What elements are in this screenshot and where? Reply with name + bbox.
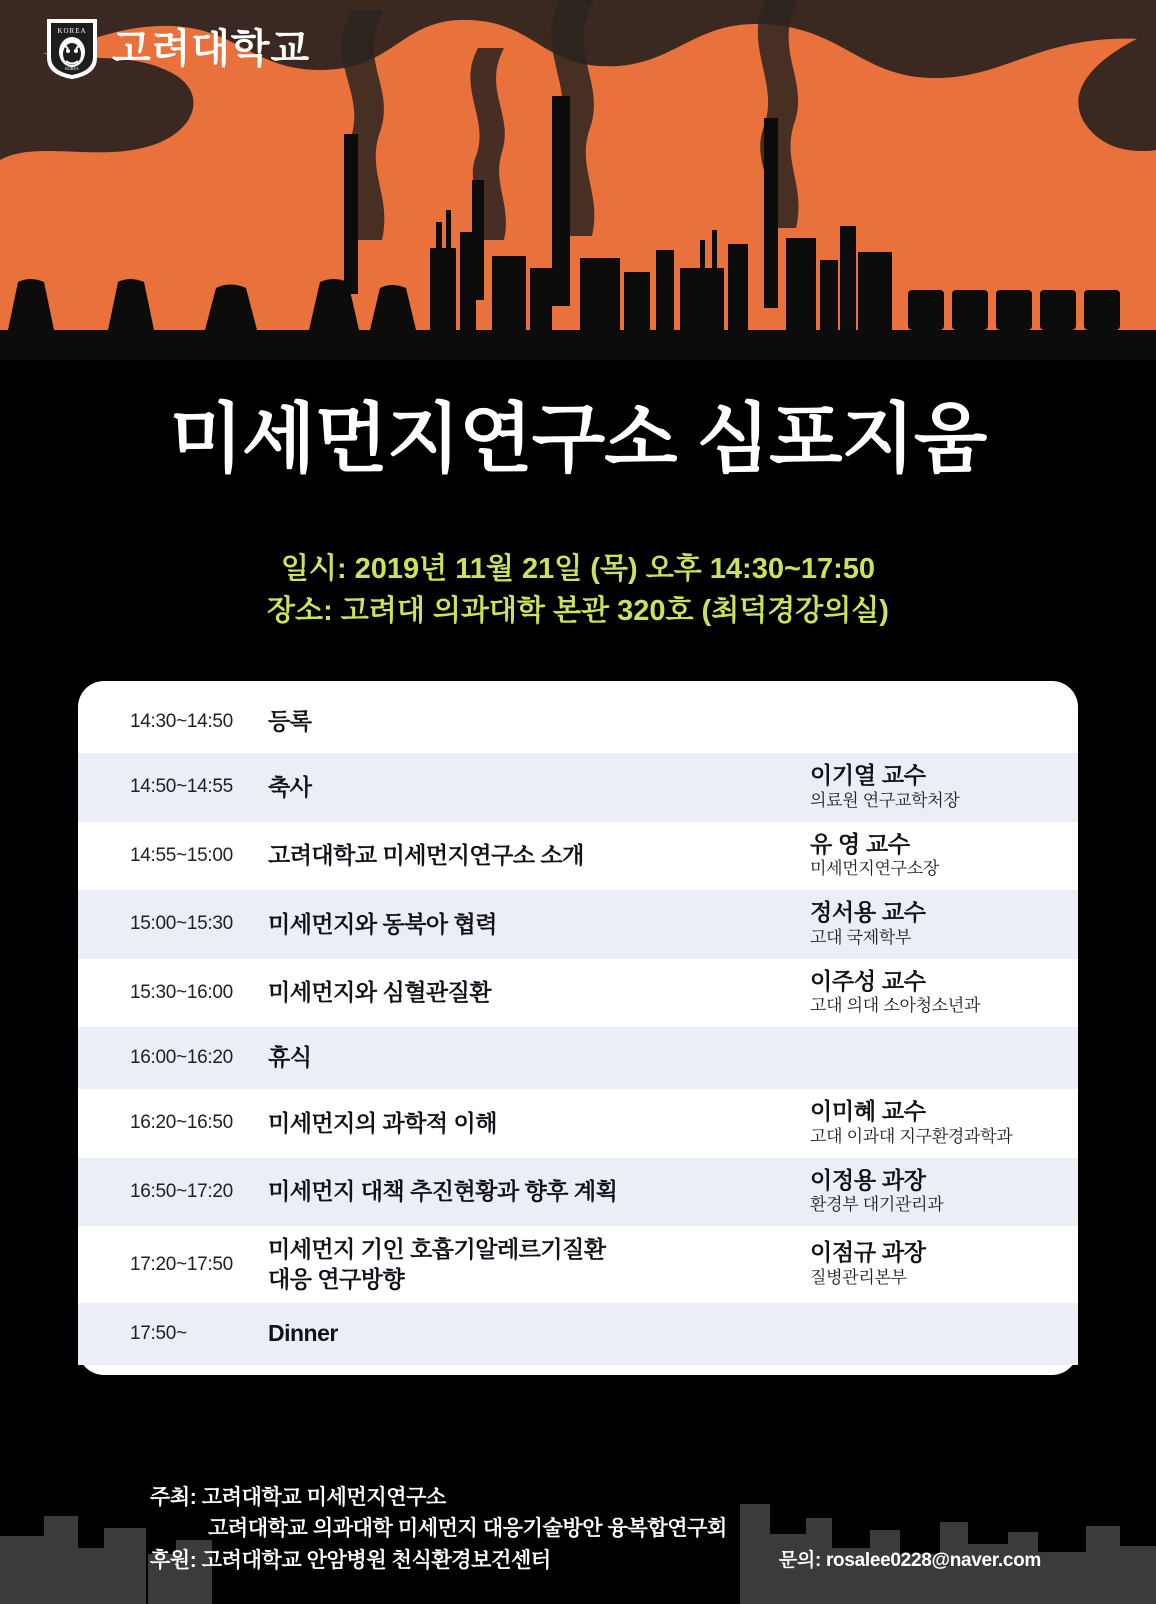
event-venue: 장소: 고려대 의과대학 본관 320호 (최덕경강의실): [267, 595, 889, 628]
svg-text:KOREA: KOREA: [57, 27, 87, 35]
schedule-topic: 등록: [268, 708, 312, 735]
speaker-name: 이기열 교수: [810, 762, 926, 788]
schedule-row: [78, 1158, 1078, 1227]
event-meta: [0, 548, 1156, 632]
schedule-row: [78, 1089, 1078, 1158]
korea-university-crest-icon: [46, 18, 98, 80]
svg-text:KOREA: KOREA: [65, 66, 79, 71]
schedule-speaker: [810, 762, 1078, 813]
schedule-time: 16:50~17:20: [130, 1180, 233, 1202]
speaker-name: 이미혜 교수: [810, 1098, 926, 1125]
schedule-topic: 미세먼지 기인 호흡기알레르기질환 대응 연구방향: [268, 1236, 606, 1292]
speaker-name: 이점규 과장: [810, 1239, 926, 1266]
schedule-time: 16:20~16:50: [130, 1112, 233, 1134]
speaker-affiliation: 환경부 대기관리과: [810, 1195, 944, 1215]
schedule-topic: Dinner: [268, 1320, 338, 1347]
speaker-name: 이주성 교수: [810, 967, 926, 994]
schedule-topic: 고려대학교 미세먼지연구소 소개: [268, 842, 584, 869]
speaker-name: 정서용 교수: [810, 899, 926, 926]
schedule-topic: 미세먼지 대책 추진현황과 향후 계획: [268, 1178, 618, 1205]
schedule-row: [78, 959, 1078, 1028]
schedule-row: [78, 753, 1078, 822]
schedule-topic: 미세먼지와 심혈관질환: [268, 979, 492, 1006]
speaker-affiliation: 미세먼지연구소장: [810, 859, 939, 879]
schedule-time: 14:30~14:50: [130, 711, 233, 732]
footer-credits: [150, 1482, 727, 1577]
university-name: 고려대학교: [112, 27, 311, 71]
contact-info: 문의: rosalee0228@naver.com: [778, 1550, 1041, 1571]
schedule-time: 14:55~15:00: [130, 844, 233, 866]
speaker-affiliation: 고대 국제학부: [810, 927, 912, 947]
host-line-1: 주최: 고려대학교 미세먼지연구소: [150, 1485, 446, 1509]
schedule-topic: 미세먼지의 과학적 이해: [268, 1109, 497, 1136]
schedule-time: 17:20~17:50: [130, 1253, 233, 1275]
schedule-time: 15:00~15:30: [130, 913, 233, 935]
schedule-row: [78, 1027, 1078, 1089]
schedule-row: [78, 1303, 1078, 1365]
schedule-speaker: [810, 831, 1078, 882]
schedule-speaker: [810, 968, 1078, 1019]
host-line-2: 고려대학교 의과대학 미세먼지 대응기술방안 융복합연구회: [208, 1517, 727, 1540]
schedule-speaker: [810, 1098, 1078, 1149]
speaker-affiliation: 고대 의대 소아청소년과: [810, 996, 981, 1016]
schedule-time: 16:00~16:20: [130, 1047, 233, 1069]
event-datetime: 일시: 2019년 11월 21일 (목) 오후 14:30~17:50: [280, 553, 876, 585]
schedule-topic: 미세먼지와 동북아 협력: [268, 910, 497, 937]
schedule-speaker: [810, 1167, 1078, 1218]
schedule-topic: 휴식: [268, 1044, 312, 1071]
schedule-row: [78, 1226, 1078, 1303]
schedule-row: [78, 691, 1078, 753]
poster-title: 미세먼지연구소 심포지움: [169, 397, 987, 482]
schedule-topic: 축사: [268, 773, 312, 800]
schedule-speaker: [810, 899, 1078, 950]
speaker-affiliation: 고대 이과대 지구환경과학과: [810, 1126, 1013, 1146]
schedule-time: 15:30~16:00: [130, 981, 233, 1003]
speaker-name: 이정용 과장: [810, 1166, 926, 1193]
speaker-affiliation: 질병관리본부: [810, 1267, 907, 1287]
schedule-speaker: [810, 1239, 1078, 1290]
schedule-time: 14:50~14:55: [130, 776, 233, 798]
sponsor-line: 후원: 고려대학교 안암병원 천식환경보건센터: [150, 1548, 551, 1572]
speaker-affiliation: 의료원 연구교학처장: [810, 790, 960, 810]
schedule-time: 17:50~: [130, 1323, 187, 1345]
schedule-row: [78, 890, 1078, 959]
schedule-table: [78, 681, 1078, 1375]
schedule-row: [78, 822, 1078, 891]
university-logo: [46, 18, 310, 80]
speaker-name: 유 영 교수: [810, 830, 910, 857]
